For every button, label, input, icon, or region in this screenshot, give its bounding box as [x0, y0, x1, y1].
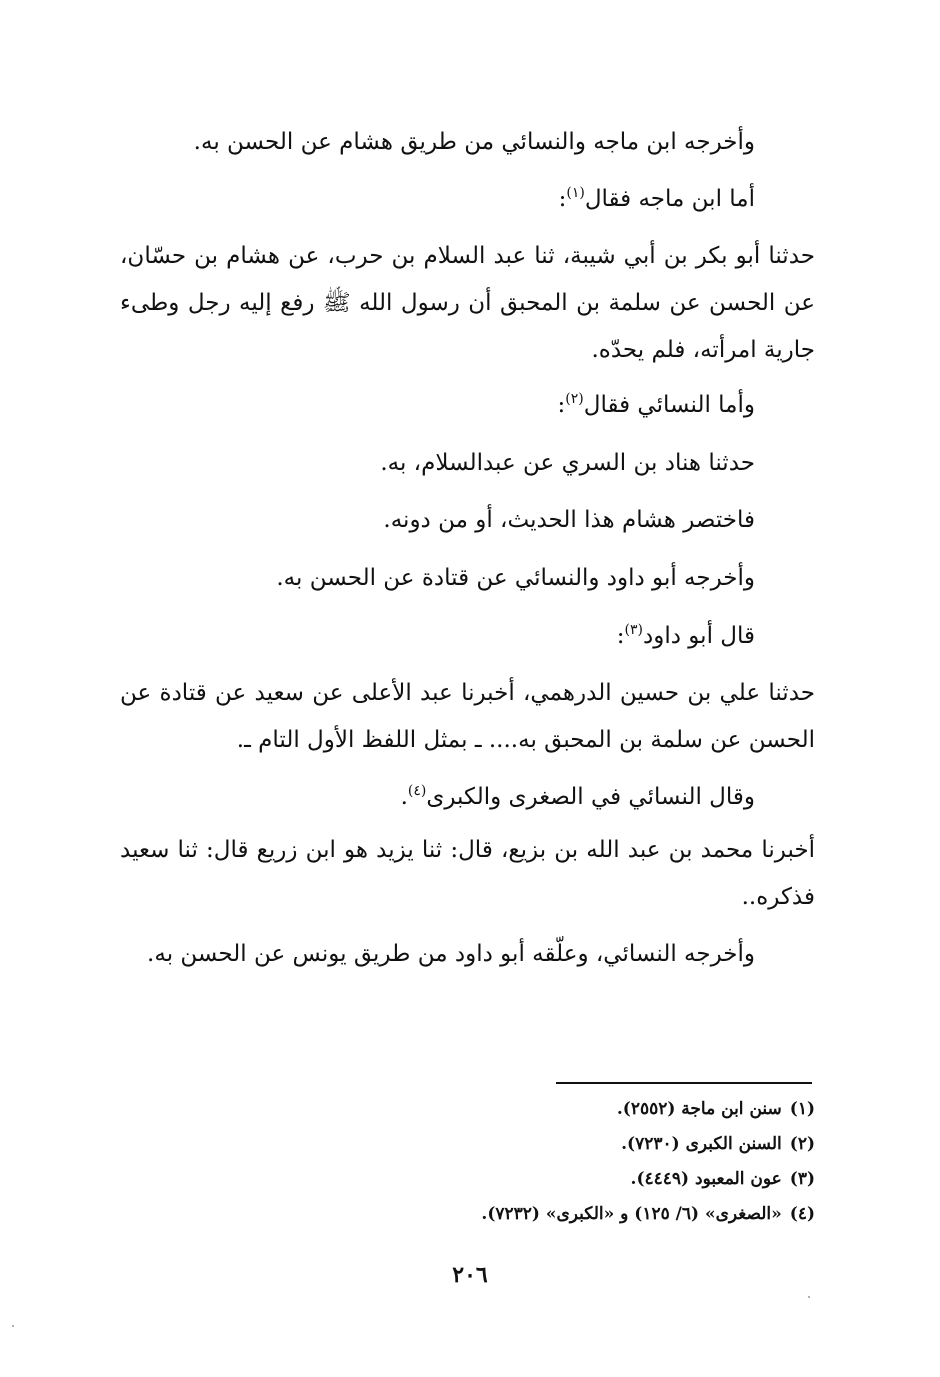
- paragraph-9: حدثنا علي بن حسين الدرهمي، أخبرنا عبد الأعلى عن سعيد عن قتادة عن الحسن عن سلمة بن المحبق به.... ـ بمثل اللفظ الأول التام ـ.: [120, 680, 815, 753]
- footnote-2: (٢)السنن الكبرى (٧٢٣٠).: [621, 1134, 815, 1154]
- paragraph-2: أما ابن ماجه فقال$^{(١)}$:: [558, 185, 755, 212]
- scan-speck: [808, 1296, 810, 1298]
- paragraph-6: فاختصر هشام هذا الحديث، أو من دونه.: [383, 507, 755, 533]
- footnote-ref-1: (١): [566, 185, 585, 201]
- footnote-separator: [556, 1082, 812, 1084]
- footnote-ref-4: (٤): [407, 783, 427, 799]
- paragraph-1: وأخرجه ابن ماجه والنسائي من طريق هشام عن الحسن به.: [193, 129, 755, 155]
- scan-speck: [12, 1325, 14, 1327]
- paragraph-4: وأما النسائي فقال$^{(٢)}$:: [557, 391, 755, 418]
- paragraph-3: حدثنا أبو بكر بن أبي شيبة، ثنا عبد السلام بن حرب، عن هشام بن حسّان، عن الحسن عن سلمة بن المحبق أن رسول الله ﷺ رفع إليه رجل وطىء جارية امرأته، فلم يحدّه.: [120, 243, 815, 363]
- paragraph-5: حدثنا هناد بن السري عن عبدالسلام، به.: [380, 450, 755, 476]
- footnote-ref-2: (٢): [565, 391, 584, 407]
- footnote-1: (١)سنن ابن ماجة (٢٥٥٢).: [616, 1099, 815, 1119]
- page-number: ٢٠٦: [452, 1262, 488, 1288]
- paragraph-10: وقال النسائي في الصغرى والكبرى$^{(٤)}$.: [400, 783, 755, 810]
- paragraph-12: وأخرجه النسائي، وعلّقه أبو داود من طريق يونس عن الحسن به.: [147, 941, 755, 967]
- footnote-4: (٤)«الصغرى» (٦/ ١٢٥) و «الكبرى» (٧٢٣٢).: [481, 1204, 815, 1224]
- footnote-ref-3: (٣): [624, 622, 643, 638]
- paragraph-11: أخبرنا محمد بن عبد الله بن بزيع، قال: ثنا يزيد هو ابن زريع قال: ثنا سعيد فذكره..: [120, 837, 815, 910]
- paragraph-7: وأخرجه أبو داود والنسائي عن قتادة عن الحسن به.: [276, 565, 755, 591]
- paragraph-8: قال أبو داود$^{(٣)}$:: [616, 622, 755, 649]
- footnote-3: (٣)عون المعبود (٤٤٤٩).: [630, 1169, 815, 1189]
